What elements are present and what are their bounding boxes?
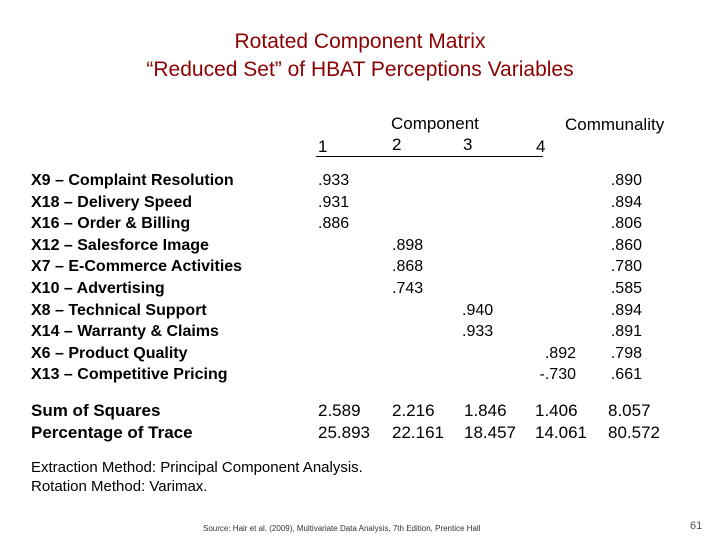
loading-cell: .933 xyxy=(318,172,350,189)
loadings-col-3 xyxy=(462,300,493,343)
summary-col-2 xyxy=(392,400,444,444)
communality-cell: .894 xyxy=(610,193,642,211)
row-label: X16 – Order & Billing xyxy=(31,215,191,233)
col-header-1: 1 xyxy=(318,137,328,156)
source-citation: Source: Hair et al. (2009), Multivariate Data Analysis, 7th Edition, Prentice Hall xyxy=(203,524,481,533)
summary-cell: 2.589 xyxy=(318,401,361,420)
component-header: Component xyxy=(391,114,479,133)
summary-cell: 14.061 xyxy=(535,423,587,442)
loading-cell: .940 xyxy=(462,301,494,319)
summary-cell: 1.406 xyxy=(535,401,578,420)
loading-cell: .931 xyxy=(318,193,350,211)
summary-label: Percentage of Trace xyxy=(31,423,193,442)
communality-cell: .806 xyxy=(610,215,642,233)
communality-cell: .780 xyxy=(610,258,642,276)
communality-cell: .860 xyxy=(610,236,642,254)
communality-cell: .585 xyxy=(610,279,642,297)
col-header-4: 4 xyxy=(536,137,546,156)
summary-cell: 22.161 xyxy=(392,423,444,442)
summary-cell: 2.216 xyxy=(392,401,435,420)
loading-cell: .898 xyxy=(392,236,424,254)
row-label: X7 – E-Commerce Activities xyxy=(31,258,243,276)
footnote-extraction: Extraction Method: Principal Component Analysis. xyxy=(31,459,363,476)
row-label: X13 – Competitive Pricing xyxy=(31,366,228,384)
summary-cell: 1.846 xyxy=(464,401,507,420)
col-header-3: 3 xyxy=(463,135,473,154)
summary-cell: 18.457 xyxy=(464,423,516,442)
loading-cell: -.730 xyxy=(539,366,576,384)
summary-col-4 xyxy=(535,400,587,444)
row-label: X18 – Delivery Speed xyxy=(31,193,192,211)
row-label: X6 – Product Quality xyxy=(31,344,188,362)
loadings-col-4 xyxy=(536,343,576,386)
summary-cell: 8.057 xyxy=(608,401,651,420)
page-number: 61 xyxy=(690,520,703,532)
slide-title-line2: “Reduced Set” of HBAT Perceptions Variables xyxy=(146,58,574,81)
communality-cell: .798 xyxy=(610,344,642,362)
row-label: X10 – Advertising xyxy=(31,279,165,297)
loadings-col-1 xyxy=(318,170,349,235)
row-label: X14 – Warranty & Claims xyxy=(31,323,219,341)
loading-cell: .892 xyxy=(544,344,576,362)
slide-title-line1: Rotated Component Matrix xyxy=(234,30,486,53)
row-label: X12 – Salesforce Image xyxy=(31,236,209,254)
loading-cell: .868 xyxy=(392,258,424,276)
communality-header: Communality xyxy=(565,115,665,134)
summary-col-1 xyxy=(318,400,370,444)
communality-cell: .890 xyxy=(610,172,642,189)
row-label: X8 – Technical Support xyxy=(31,301,207,319)
summary-label: Sum of Squares xyxy=(31,401,161,420)
communality-col xyxy=(602,170,642,386)
row-label: X9 – Complaint Resolution xyxy=(31,172,234,189)
row-labels xyxy=(31,170,242,386)
col-header-2: 2 xyxy=(392,135,402,154)
summary-cell: 25.893 xyxy=(318,423,370,442)
communality-cell: .894 xyxy=(610,301,642,319)
loading-cell: .743 xyxy=(392,279,424,297)
loadings-col-2 xyxy=(392,235,423,300)
summary-cell: 80.572 xyxy=(608,423,660,442)
summary-labels xyxy=(31,400,193,444)
loading-cell: .886 xyxy=(318,215,350,233)
summary-col-3 xyxy=(464,400,516,444)
loading-cell: .933 xyxy=(462,323,494,341)
communality-cell: .661 xyxy=(610,366,642,384)
footnote-rotation: Rotation Method: Varimax. xyxy=(31,478,208,495)
summary-col-communality xyxy=(608,400,660,444)
communality-cell: .891 xyxy=(610,323,642,341)
header-underline xyxy=(316,156,543,157)
